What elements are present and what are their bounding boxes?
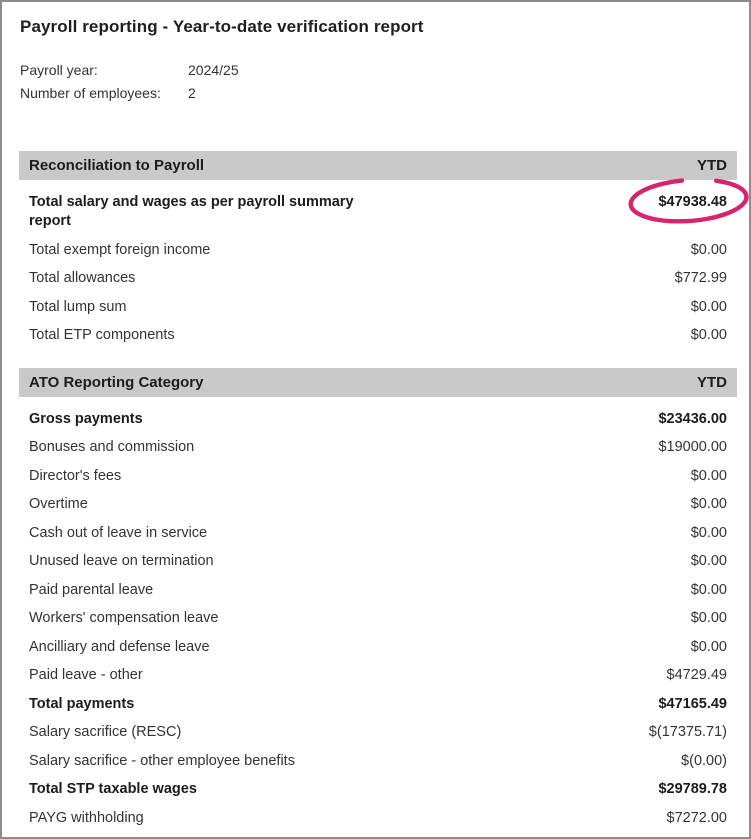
row-value: $4729.49 bbox=[666, 667, 727, 683]
table-row bbox=[19, 491, 737, 520]
row-value: $772.99 bbox=[674, 270, 727, 286]
payroll-year-value: 2024/25 bbox=[188, 62, 239, 78]
table-row bbox=[19, 662, 737, 691]
table-row bbox=[19, 293, 737, 322]
employee-count-label: Number of employees: bbox=[20, 85, 161, 101]
row-value: $47165.49 bbox=[658, 695, 727, 712]
row-label: Total STP taxable wages bbox=[29, 781, 197, 797]
meta-row-employee-count bbox=[20, 82, 749, 105]
row-label: Salary sacrifice - other employee benefits bbox=[29, 752, 295, 769]
row-value-circled: $47938.48 bbox=[658, 193, 727, 210]
table-row bbox=[19, 776, 737, 805]
section-rows bbox=[19, 397, 737, 833]
table-row bbox=[19, 434, 737, 463]
row-label: Total allowances bbox=[29, 270, 136, 286]
table-row bbox=[19, 633, 737, 662]
row-value: $0.00 bbox=[690, 553, 727, 569]
table-row bbox=[19, 548, 737, 577]
section-header-title: ATO Reporting Category bbox=[29, 374, 204, 391]
table-row bbox=[19, 265, 737, 294]
table-row bbox=[19, 605, 737, 634]
row-value: $0.00 bbox=[690, 524, 727, 541]
row-value: $0.00 bbox=[690, 327, 727, 343]
row-label: Director's fees bbox=[29, 467, 122, 484]
table-row bbox=[19, 576, 737, 605]
row-value: $7272.00 bbox=[666, 809, 727, 826]
row-value: $0.00 bbox=[690, 298, 727, 315]
table-row bbox=[19, 462, 737, 491]
row-value: $0.00 bbox=[690, 467, 727, 484]
row-value: $0.00 bbox=[690, 638, 727, 655]
row-label: Overtime bbox=[29, 496, 88, 512]
employee-count-value: 2 bbox=[188, 85, 196, 101]
row-label: Bonuses and commission bbox=[29, 439, 195, 455]
row-value: $(17375.71) bbox=[648, 724, 727, 740]
row-value: $0.00 bbox=[690, 610, 727, 626]
row-label: Gross payments bbox=[29, 410, 143, 427]
table-row bbox=[19, 322, 737, 351]
row-label: Ancilliary and defense leave bbox=[29, 638, 210, 655]
section-header-bar bbox=[19, 368, 737, 397]
table-row bbox=[19, 719, 737, 748]
row-label: PAYG withholding bbox=[29, 809, 144, 826]
section-header-bar bbox=[19, 151, 737, 180]
row-value: $23436.00 bbox=[658, 410, 727, 427]
section-rows bbox=[19, 180, 737, 350]
row-value: $0.00 bbox=[690, 581, 727, 598]
row-label: Total lump sum bbox=[29, 298, 127, 315]
row-label: Total salary and wages as per payroll summary report bbox=[29, 193, 354, 229]
table-row bbox=[19, 188, 737, 236]
section-column-header-ytd: YTD bbox=[697, 374, 727, 391]
row-label: Workers' compensation leave bbox=[29, 610, 219, 626]
row-label: Total ETP components bbox=[29, 327, 175, 343]
table-row bbox=[19, 236, 737, 265]
row-value: $29789.78 bbox=[658, 781, 727, 797]
row-label: Cash out of leave in service bbox=[29, 524, 208, 541]
table-row bbox=[19, 519, 737, 548]
table-row bbox=[19, 405, 737, 434]
row-label: Paid parental leave bbox=[29, 581, 154, 598]
row-label: Total exempt foreign income bbox=[29, 241, 211, 258]
table-row bbox=[19, 804, 737, 833]
page-title: Payroll reporting - Year-to-date verification report bbox=[20, 17, 424, 36]
row-label: Salary sacrifice (RESC) bbox=[29, 724, 182, 740]
row-value: $0.00 bbox=[690, 496, 727, 512]
section-column-header-ytd: YTD bbox=[697, 157, 727, 174]
row-value: $0.00 bbox=[690, 241, 727, 258]
row-label: Paid leave - other bbox=[29, 667, 143, 683]
payroll-year-label: Payroll year: bbox=[20, 62, 98, 78]
report-sections bbox=[2, 151, 749, 833]
row-label: Total payments bbox=[29, 695, 135, 712]
section-header-title: Reconciliation to Payroll bbox=[29, 157, 205, 174]
report-meta bbox=[20, 59, 749, 105]
table-row bbox=[19, 690, 737, 719]
row-label: Unused leave on termination bbox=[29, 553, 214, 569]
row-value: $(0.00) bbox=[681, 752, 727, 769]
report-section bbox=[2, 151, 749, 350]
report-section bbox=[2, 368, 749, 833]
row-value: $19000.00 bbox=[658, 439, 727, 455]
table-row bbox=[19, 747, 737, 776]
meta-row-payroll-year bbox=[20, 59, 749, 82]
